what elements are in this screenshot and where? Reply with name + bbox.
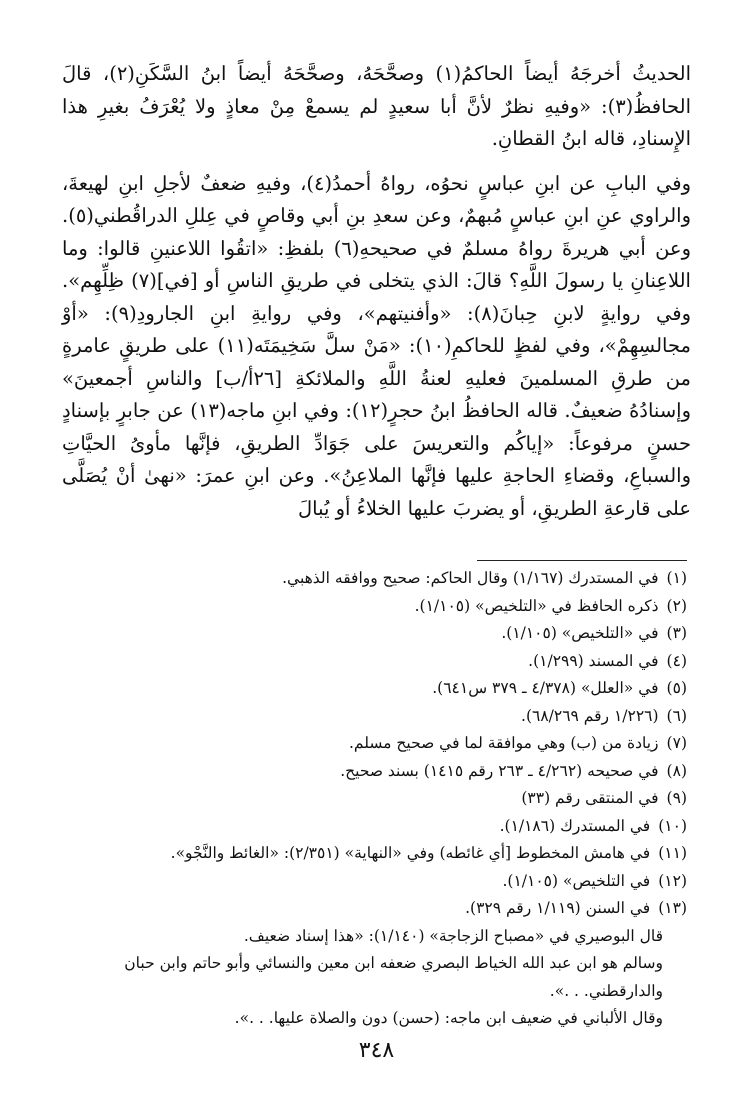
footnote-text: في المستدرك (١/١٦٧) وقال الحاكم: صحيح ووافقه الذهبي. bbox=[282, 569, 659, 587]
footnote bbox=[62, 565, 687, 593]
footnote-text: في المنتقى رقم (٣٣) bbox=[521, 789, 659, 807]
footnote-text: في هامش المخطوط [أي غائطه) وفي «النهاية» (٢/٣٥١): «الغائط والنَّجْو». bbox=[170, 844, 651, 862]
footnote-number: (١٣) bbox=[658, 899, 687, 917]
paragraph-2: وفي البابِ عن ابنِ عباسٍ نحوُه، رواهُ أحمدُ(٤)، وفيهِ ضعفٌ لأجلِ ابنِ لهيعةَ، والراوي عنِ ابنِ عباسٍ مُبهمٌ، وعن سعدِ بنِ أبي وقاصٍ في عِللِ الدراقُطني(٥). وعن أبي هريرةَ رواهُ مسلمٌ في صحيحهِ(٦) بلفظِ: «اتقُوا اللاعنينِ قالوا: وما اللاعِنانِ يا رسولَ اللَّهِ؟ قالَ: الذي يتخلى في طريقِ الناسِ أو [في](٧) ظِلِّهِم». وفي روايةٍ لابنِ حِبانَ(٨): «وأفنيتهم»، وفي روايةِ ابنِ الجارودِ(٩): «أوْ مجالسِهِمْ»، وفي لفظٍ للحاكمِ(١٠): «مَنْ سلَّ سَخِيمَتَه(١١) على طريقٍ عامرةٍ من طرقِ المسلمينَ فعليهِ لعنةُ اللَّهِ والملائكةِ [٢٦أ/ب] والناسِ أجمعينَ» وإسنادُهُ ضعيفٌ. قاله الحافظُ ابنُ حجرٍ(١٢): وفي ابنِ ماجه(١٣) عن جابرٍ بإسنادٍ حسنٍ مرفوعاً: «إياكُم والتعريسَ على جَوَادِّ الطريقِ، فإنَّها مأوىُ الحيَّاتِ والسباعِ، وقضاءِ الحاجةِ عليها فإنَّها الملاعِنُ». وعن ابنِ عمرَ: «نهىٰ أنْ يُصَلَّى على قارعةِ الطريقِ، أو يضربَ عليها الخلاءُ أو يُبالَ bbox=[62, 171, 691, 520]
footnote bbox=[62, 730, 687, 758]
footnote-number: (٦) bbox=[666, 706, 687, 725]
footnote bbox=[62, 758, 687, 786]
footnote bbox=[62, 840, 687, 868]
footnote bbox=[62, 703, 687, 731]
footnote bbox=[62, 813, 687, 841]
footnote-text: في السنن (١/١١٩ رقم ٣٢٩). bbox=[465, 899, 651, 917]
footnote-number: (١٠) bbox=[658, 816, 687, 835]
footnote bbox=[62, 620, 687, 648]
footnote-13-line-1: قال البوصيري في «مصباح الزجاجة» (١/١٤٠): «هذا إسناد ضعيف. bbox=[243, 926, 663, 945]
footnote bbox=[62, 895, 687, 923]
footnote-number: (٤) bbox=[666, 651, 687, 670]
footnote-separator bbox=[477, 560, 687, 561]
footnote bbox=[62, 675, 687, 703]
footnote bbox=[62, 648, 687, 676]
footnote-number: (١١) bbox=[658, 844, 687, 862]
footnote-text: في «التلخيص» (١/١٠٥). bbox=[501, 624, 659, 642]
footnote-text: في المستدرك (١/١٨٦). bbox=[499, 816, 651, 835]
footnote-number: (٥) bbox=[666, 679, 687, 697]
footnote-text: في «العلل» (٤/٣٧٨ ـ ٣٧٩ س٦٤١). bbox=[432, 679, 659, 697]
footnote bbox=[62, 868, 687, 896]
footnote-number: (٧) bbox=[666, 734, 687, 752]
footnote-text: (١/٢٢٦ رقم ٦٨/٢٦٩). bbox=[521, 706, 659, 725]
footnote-13-line-3: والدارقطني. . .». bbox=[549, 981, 663, 1000]
footnote bbox=[62, 593, 687, 621]
footnote-text: في المسند (١/٢٩٩). bbox=[528, 651, 659, 670]
footnote-text: في التلخيص» (١/١٠٥). bbox=[502, 871, 651, 890]
footnote-number: (٣) bbox=[666, 624, 687, 642]
footnote-13-line-4: وقال الألباني في ضعيف ابن ماجه: (حسن) دون والصلاة عليها. . .». bbox=[234, 1009, 663, 1027]
footnote-number: (٨) bbox=[666, 761, 687, 780]
footnote-number: (١٢) bbox=[658, 871, 687, 890]
footnotes bbox=[62, 565, 687, 1033]
footnote-text: في صحيحه (٤/٢٦٢ ـ ٢٦٣ رقم ١٤١٥) بسند صحيح. bbox=[340, 761, 659, 780]
footnote-number: (١) bbox=[666, 569, 687, 587]
footnote-text: ذكره الحافظ في «التلخيص» (١/١٠٥). bbox=[414, 596, 659, 615]
footnote-13-line-2: وسالم هو ابن عبد الله الخياط البصري ضعفه ابن معين والنسائي وأبو حاتم وابن حبان bbox=[124, 954, 663, 972]
footnote-number: (٩) bbox=[666, 789, 687, 807]
paragraph-1: الحديثُ أخرجَهُ أيضاً الحاكمُ(١) وصحَّحَهُ، وصحَّحَهُ أيضاً ابنُ السَّكَنِ(٢)، قالَ الحافظُ(٣): «وفيهِ نظرٌ لأنَّ أبا سعيدٍ لم يسمعْ مِنْ معاذٍ ولا يُعْرَفُ بغيرِ هذا الإِسنادِ، قاله ابنُ القطانِ. bbox=[62, 62, 691, 150]
page-number: ٣٤٨ bbox=[358, 1038, 395, 1063]
footnote-number: (٢) bbox=[666, 596, 687, 615]
main-text bbox=[62, 58, 691, 525]
footnote-text: زيادة من (ب) وهي موافقة لما في صحيح مسلم. bbox=[348, 734, 659, 752]
footnote bbox=[62, 785, 687, 813]
